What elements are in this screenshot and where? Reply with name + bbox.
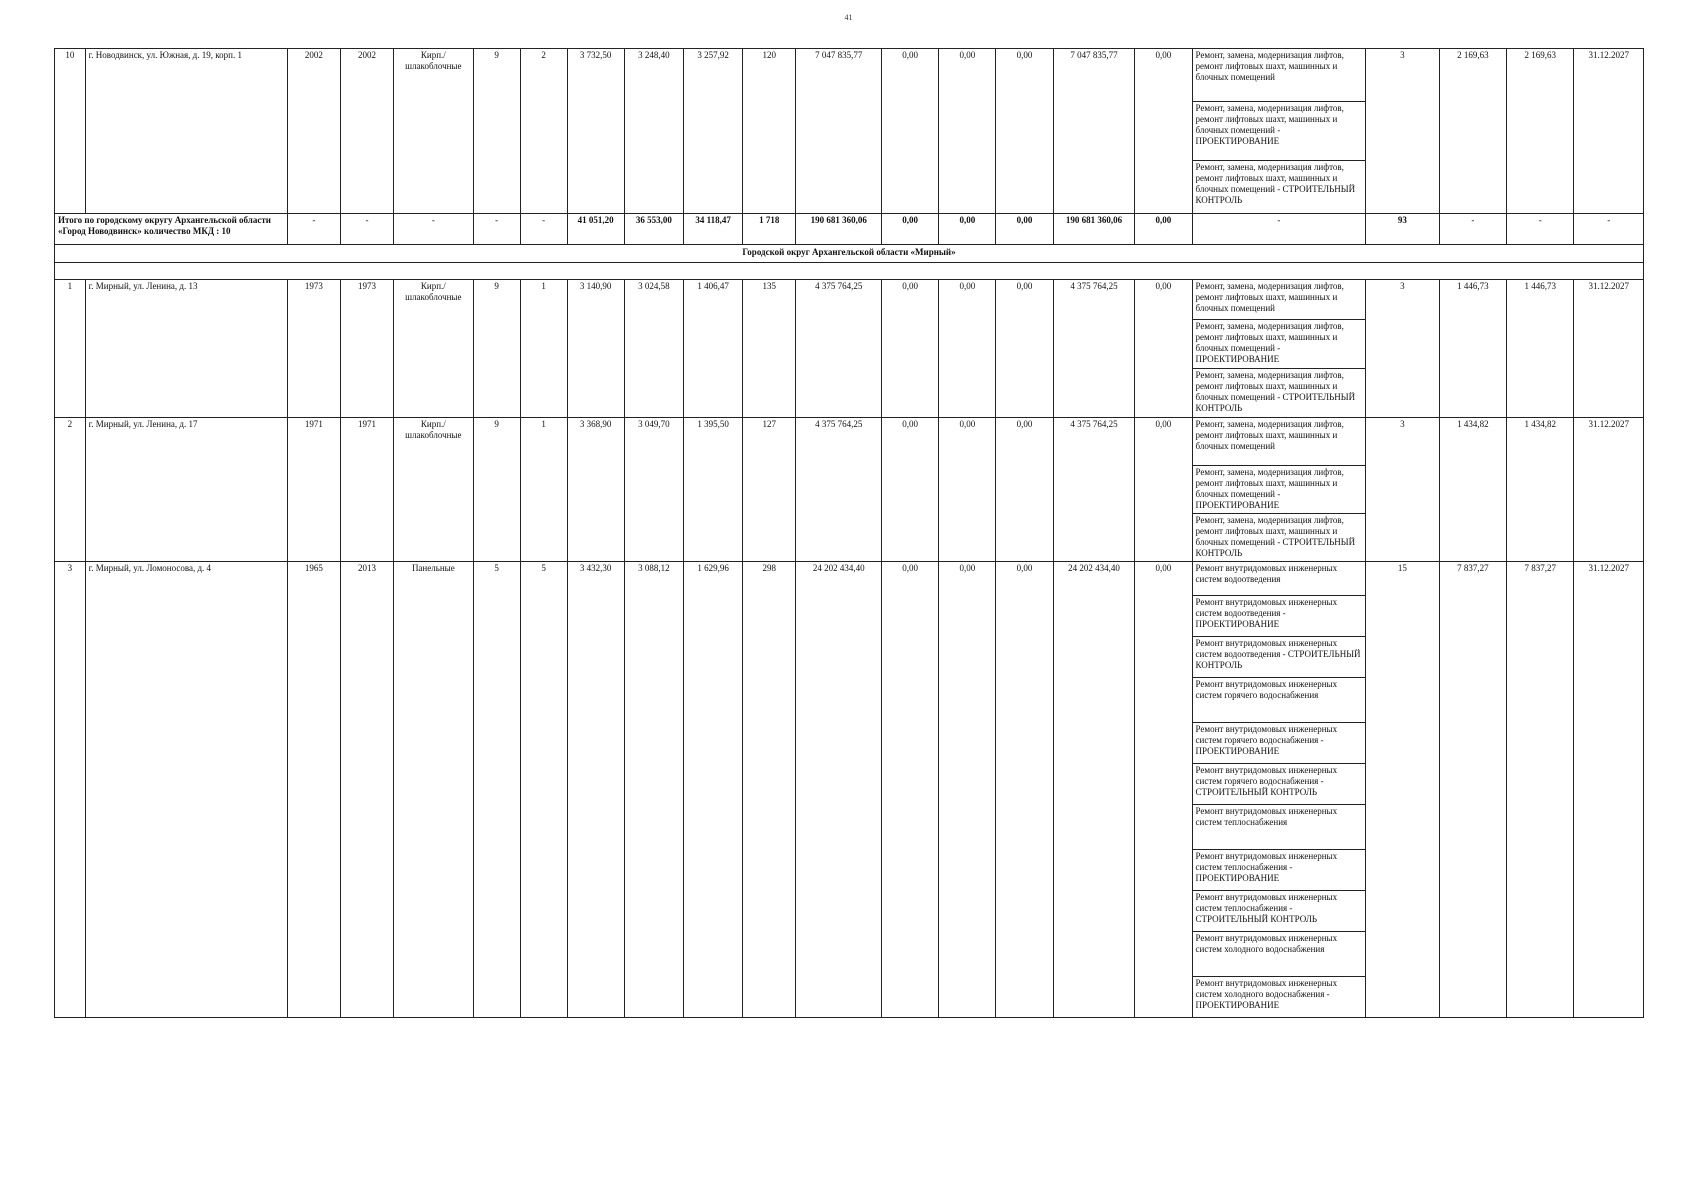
units-cell: 3 <box>1366 49 1440 214</box>
work-type-cell: Ремонт, замена, модернизация лифтов, ремонт лифтовых шахт, машинных и блочных помещений <box>1192 280 1366 320</box>
cost-total-cell: 24 202 434,40 <box>796 562 882 1018</box>
dash-cell: - <box>1439 214 1506 245</box>
area-nonres-cell: 1 629,96 <box>683 562 742 1018</box>
work-type-cell: Ремонт внутридомовых инженерных систем холодного водоснабжения <box>1192 932 1366 977</box>
cost-other-cell: 0,00 <box>1135 49 1192 214</box>
entrances-cell: 5 <box>520 562 567 1018</box>
region-title: Городской округ Архангельской области «Мирный» <box>55 245 1644 263</box>
work-type-cell: Ремонт внутридомовых инженерных систем теплоснабжения - ПРОЕКТИРОВАНИЕ <box>1192 850 1366 891</box>
table-row <box>55 562 1644 596</box>
work-type-cell: Ремонт, замена, модернизация лифтов, ремонт лифтовых шахт, машинных и блочных помещений - ПРОЕКТИРОВАНИЕ <box>1192 320 1366 369</box>
price1-cell: 2 169,63 <box>1439 49 1506 214</box>
total-cost-f1: 0,00 <box>882 214 939 245</box>
work-type-cell: Ремонт внутридомовых инженерных систем горячего водоснабжения - СТРОИТЕЛЬНЫЙ КОНТРОЛЬ <box>1192 764 1366 805</box>
work-type-cell: Ремонт внутридомовых инженерных систем горячего водоснабжения <box>1192 678 1366 723</box>
cost-f2-cell: 0,00 <box>939 418 996 562</box>
total-cost-owners: 190 681 360,06 <box>1053 214 1135 245</box>
repair-program-table <box>54 48 1644 1018</box>
year-renov-cell: 2002 <box>340 49 393 214</box>
spacer-cell <box>55 263 1644 280</box>
row-number: 2 <box>55 418 86 562</box>
dash-cell: - <box>1192 214 1366 245</box>
deadline-cell: 31.12.2027 <box>1574 280 1644 418</box>
year-renov-cell: 2013 <box>340 562 393 1018</box>
dash-cell: - <box>340 214 393 245</box>
address-cell: г. Мирный, ул. Ленина, д. 17 <box>85 418 287 562</box>
floors-cell: 9 <box>473 49 520 214</box>
year-built-cell: 1971 <box>287 418 340 562</box>
cost-f1-cell: 0,00 <box>882 418 939 562</box>
price2-cell: 1 446,73 <box>1507 280 1574 418</box>
total-units: 93 <box>1366 214 1440 245</box>
price2-cell: 2 169,63 <box>1507 49 1574 214</box>
entrances-cell: 1 <box>520 418 567 562</box>
row-number: 3 <box>55 562 86 1018</box>
cost-other-cell: 0,00 <box>1135 280 1192 418</box>
units-cell: 3 <box>1366 418 1440 562</box>
total-cost: 190 681 360,06 <box>796 214 882 245</box>
total-cost-f3: 0,00 <box>996 214 1053 245</box>
cost-f3-cell: 0,00 <box>996 280 1053 418</box>
work-type-cell: Ремонт внутридомовых инженерных систем горячего водоснабжения - ПРОЕКТИРОВАНИЕ <box>1192 723 1366 764</box>
dash-cell: - <box>394 214 474 245</box>
area-living-cell: 3 088,12 <box>624 562 683 1018</box>
total-area-living: 36 553,00 <box>624 214 683 245</box>
work-type-cell: Ремонт внутридомовых инженерных систем водоотведения <box>1192 562 1366 596</box>
residents-cell: 127 <box>743 418 796 562</box>
cost-other-cell: 0,00 <box>1135 418 1192 562</box>
units-cell: 15 <box>1366 562 1440 1018</box>
cost-f3-cell: 0,00 <box>996 49 1053 214</box>
cost-f1-cell: 0,00 <box>882 280 939 418</box>
price2-cell: 7 837,27 <box>1507 562 1574 1018</box>
floors-cell: 9 <box>473 418 520 562</box>
deadline-cell: 31.12.2027 <box>1574 49 1644 214</box>
price1-cell: 1 446,73 <box>1439 280 1506 418</box>
deadline-cell: 31.12.2027 <box>1574 562 1644 1018</box>
work-type-cell: Ремонт, замена, модернизация лифтов, ремонт лифтовых шахт, машинных и блочных помещений - ПРОЕКТИРОВАНИЕ <box>1192 466 1366 514</box>
dash-cell: - <box>1507 214 1574 245</box>
cost-owners-cell: 4 375 764,25 <box>1053 280 1135 418</box>
work-type-cell: Ремонт, замена, модернизация лифтов, ремонт лифтовых шахт, машинных и блочных помещений <box>1192 418 1366 466</box>
area-nonres-cell: 1 406,47 <box>683 280 742 418</box>
area-nonres-cell: 1 395,50 <box>683 418 742 562</box>
cost-f2-cell: 0,00 <box>939 49 996 214</box>
wall-material-cell: Панельные <box>394 562 474 1018</box>
work-type-cell: Ремонт, замена, модернизация лифтов, ремонт лифтовых шахт, машинных и блочных помещений - СТРОИТЕЛЬНЫЙ КОНТРОЛЬ <box>1192 514 1366 562</box>
year-built-cell: 1965 <box>287 562 340 1018</box>
work-type-cell: Ремонт внутридомовых инженерных систем водоотведения - СТРОИТЕЛЬНЫЙ КОНТРОЛЬ <box>1192 637 1366 678</box>
year-renov-cell: 1973 <box>340 280 393 418</box>
price1-cell: 7 837,27 <box>1439 562 1506 1018</box>
cost-owners-cell: 4 375 764,25 <box>1053 418 1135 562</box>
address-cell: г. Мирный, ул. Ленина, д. 13 <box>85 280 287 418</box>
table-row <box>55 49 1644 102</box>
dash-cell: - <box>287 214 340 245</box>
wall-material-cell: Кирп./ шлакоблочные <box>394 280 474 418</box>
work-type-cell: Ремонт, замена, модернизация лифтов, ремонт лифтовых шахт, машинных и блочных помещений <box>1192 49 1366 102</box>
residents-cell: 120 <box>743 49 796 214</box>
residents-cell: 135 <box>743 280 796 418</box>
work-type-cell: Ремонт, замена, модернизация лифтов, ремонт лифтовых шахт, машинных и блочных помещений - ПРОЕКТИРОВАНИЕ <box>1192 102 1366 161</box>
area-living-cell: 3 024,58 <box>624 280 683 418</box>
row-number: 10 <box>55 49 86 214</box>
floors-cell: 9 <box>473 280 520 418</box>
area-living-cell: 3 049,70 <box>624 418 683 562</box>
cost-total-cell: 4 375 764,25 <box>796 280 882 418</box>
dash-cell: - <box>520 214 567 245</box>
work-type-cell: Ремонт внутридомовых инженерных систем водоотведения - ПРОЕКТИРОВАНИЕ <box>1192 596 1366 637</box>
address-cell: г. Новодвинск, ул. Южная, д. 19, корп. 1 <box>85 49 287 214</box>
total-area-nonres: 34 118,47 <box>683 214 742 245</box>
cost-owners-cell: 24 202 434,40 <box>1053 562 1135 1018</box>
total-label: Итого по городскому округу Архангельской области «Город Новодвинск» количество МКД : 10 <box>55 214 288 245</box>
cost-f2-cell: 0,00 <box>939 562 996 1018</box>
total-residents: 1 718 <box>743 214 796 245</box>
price1-cell: 1 434,82 <box>1439 418 1506 562</box>
cost-f3-cell: 0,00 <box>996 418 1053 562</box>
year-built-cell: 2002 <box>287 49 340 214</box>
area-total-cell: 3 432,30 <box>567 562 624 1018</box>
work-type-cell: Ремонт внутридомовых инженерных систем холодного водоснабжения - ПРОЕКТИРОВАНИЕ <box>1192 977 1366 1018</box>
cost-f1-cell: 0,00 <box>882 562 939 1018</box>
area-total-cell: 3 368,90 <box>567 418 624 562</box>
deadline-cell: 31.12.2027 <box>1574 418 1644 562</box>
dash-cell: - <box>1574 214 1644 245</box>
dash-cell: - <box>473 214 520 245</box>
area-total-cell: 3 140,90 <box>567 280 624 418</box>
total-cost-f2: 0,00 <box>939 214 996 245</box>
page-number: 41 <box>844 13 853 22</box>
work-type-cell: Ремонт внутридомовых инженерных систем теплоснабжения <box>1192 805 1366 850</box>
cost-owners-cell: 7 047 835,77 <box>1053 49 1135 214</box>
residents-cell: 298 <box>743 562 796 1018</box>
wall-material-cell: Кирп./ шлакоблочные <box>394 49 474 214</box>
units-cell: 3 <box>1366 280 1440 418</box>
floors-cell: 5 <box>473 562 520 1018</box>
entrances-cell: 1 <box>520 280 567 418</box>
cost-f1-cell: 0,00 <box>882 49 939 214</box>
year-built-cell: 1973 <box>287 280 340 418</box>
cost-f2-cell: 0,00 <box>939 280 996 418</box>
price2-cell: 1 434,82 <box>1507 418 1574 562</box>
entrances-cell: 2 <box>520 49 567 214</box>
work-type-cell: Ремонт, замена, модернизация лифтов, ремонт лифтовых шахт, машинных и блочных помещений - СТРОИТЕЛЬНЫЙ КОНТРОЛЬ <box>1192 161 1366 214</box>
total-cost-other: 0,00 <box>1135 214 1192 245</box>
year-renov-cell: 1971 <box>340 418 393 562</box>
total-area-total: 41 051,20 <box>567 214 624 245</box>
cost-total-cell: 4 375 764,25 <box>796 418 882 562</box>
wall-material-cell: Кирп./ шлакоблочные <box>394 418 474 562</box>
table-row <box>55 418 1644 466</box>
spacer-row <box>55 263 1644 280</box>
table-row <box>55 280 1644 320</box>
cost-total-cell: 7 047 835,77 <box>796 49 882 214</box>
address-cell: г. Мирный, ул. Ломоносова, д. 4 <box>85 562 287 1018</box>
total-row <box>55 214 1644 245</box>
work-type-cell: Ремонт внутридомовых инженерных систем теплоснабжения - СТРОИТЕЛЬНЫЙ КОНТРОЛЬ <box>1192 891 1366 932</box>
cost-other-cell: 0,00 <box>1135 562 1192 1018</box>
region-header-row <box>55 245 1644 263</box>
area-nonres-cell: 3 257,92 <box>683 49 742 214</box>
row-number: 1 <box>55 280 86 418</box>
area-total-cell: 3 732,50 <box>567 49 624 214</box>
area-living-cell: 3 248,40 <box>624 49 683 214</box>
cost-f3-cell: 0,00 <box>996 562 1053 1018</box>
work-type-cell: Ремонт, замена, модернизация лифтов, ремонт лифтовых шахт, машинных и блочных помещений - СТРОИТЕЛЬНЫЙ КОНТРОЛЬ <box>1192 369 1366 418</box>
